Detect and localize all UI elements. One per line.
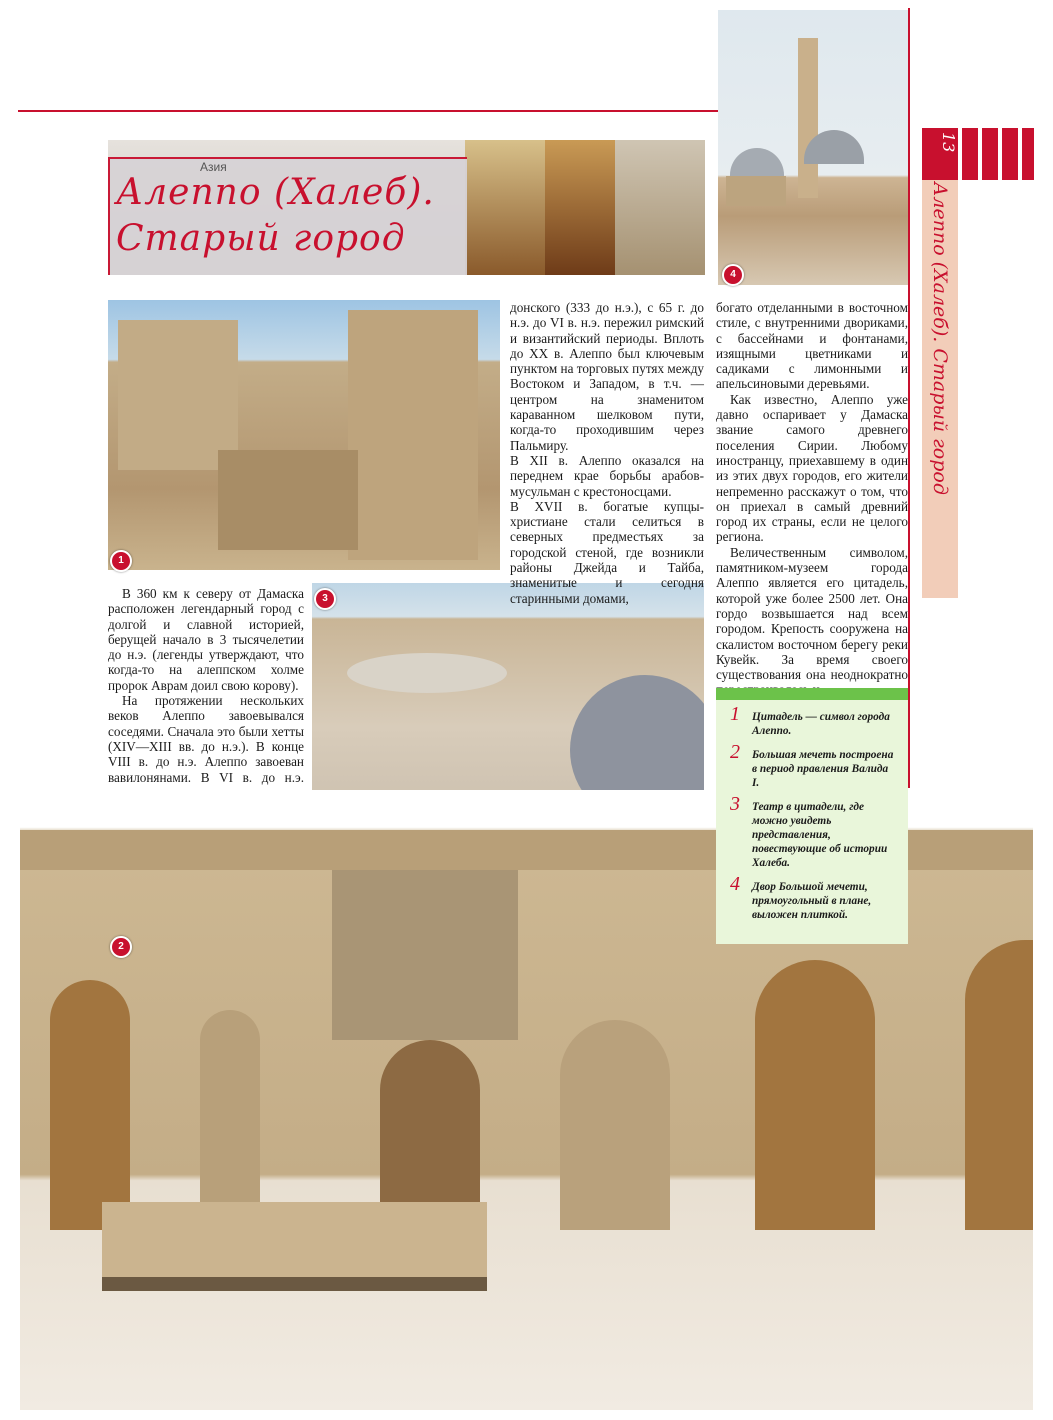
page-number: 13 [939, 132, 958, 153]
photo-citadel [108, 300, 500, 570]
section-label: Азия [200, 160, 227, 174]
title-line-2: Старый город [116, 218, 406, 259]
photo-badge-3: 3 [314, 588, 336, 610]
photo-badge-2: 2 [110, 936, 132, 958]
photo-badge-1: 1 [110, 550, 132, 572]
paragraph: богато отделанными в восточном стиле, с внутренними двориками, с бассейнами и фонтанами, изящными цветниками и садиками с лимонными и апельсиновыми деревьями. [716, 300, 908, 392]
photo-courtyard-minaret [718, 10, 908, 285]
text-column-left [108, 586, 304, 815]
text-column-middle [510, 300, 704, 606]
caption-number: 4 [730, 873, 740, 895]
page-title [116, 170, 435, 262]
paragraph: В XII в. Алеппо оказался на переднем крае борьбы арабов-мусульман с крестоносцами. [510, 452, 704, 499]
paragraph: В XVII в. богатые купцы-христиане стали селиться в северных предместьях за городской стеной, где возникли районы Джейда и Тайба, знаменитые и сегодня старинными домами, [510, 498, 704, 606]
caption-item [730, 741, 896, 790]
caption-text: Цитадель — символ города Алеппо. [752, 711, 890, 737]
caption-text: Театр в цитадели, где можно увидеть представления, повествующие об истории Халеба. [752, 801, 888, 869]
vertical-rule [908, 8, 910, 788]
caption-text: Большая мечеть построена в период правления Валида I. [752, 749, 894, 789]
paragraph: На протяжении нескольких веков Алеппо завоевывался соседями. Сначала это были хетты (XIV—XIII вв. до н.э.). В конце VIII в. до н.э. Алеппо завоеван вавилонянами. В VI в. до н.э. [108, 693, 304, 785]
photo-badge-4: 4 [722, 264, 744, 286]
photo-citadel-theatre [312, 583, 704, 823]
captions-box [716, 688, 908, 944]
caption-item [730, 793, 896, 870]
paragraph: В 360 км к северу от Дамаска расположен легендарный город с долгой и славной историей, берущей начало в 3 тысячелетии до н.э. (легенды утверждают, что когда-то на алеппском холме пророк Аврам доил свою корову). [108, 586, 304, 693]
title-photo-strip [465, 140, 705, 275]
title-line-1: Алеппо (Халеб). [116, 172, 435, 213]
paragraph: Величественным символом, памятником-музеем города Алеппо является его цитадель, которой уже более 2500 лет. Она гордо возвышается над всем городом. Крепость сооружена на скалистом восточном берегу реки Кувейк. За время своего существования она неоднократно [716, 544, 908, 683]
top-rule [18, 110, 728, 112]
text-column-right [716, 300, 908, 698]
caption-number: 2 [730, 741, 740, 763]
caption-item [730, 873, 896, 922]
caption-text: Двор Большой мечети, прямоугольный в плане, выложен плиткой. [752, 881, 872, 921]
caption-number: 3 [730, 793, 740, 815]
caption-number: 1 [730, 703, 740, 725]
paragraph: Как известно, Алеппо уже давно оспаривает у Дамаска звание самого древнего поселения Сирии. Любому иностранцу, приехавшему в один из этих двух городов, его жители непременно расскажут о том, что он приехал в самый древний город их страны, если не целого региона. [716, 391, 908, 545]
vertical-running-title: Алеппо (Халеб). Старый город [929, 182, 951, 495]
caption-item [730, 703, 896, 738]
paragraph: донского (333 до н.э.), с 65 г. до н.э. до VI в. н.э. пережил римский и византийский периоды. Вплоть до XX в. Алеппо был ключевым пунктом на торговых путях между Востоком и Западом, в т.ч. — центром на знаменитом караванном шелковом пути, когда-то проходившим через Пальмиру. [510, 300, 704, 453]
